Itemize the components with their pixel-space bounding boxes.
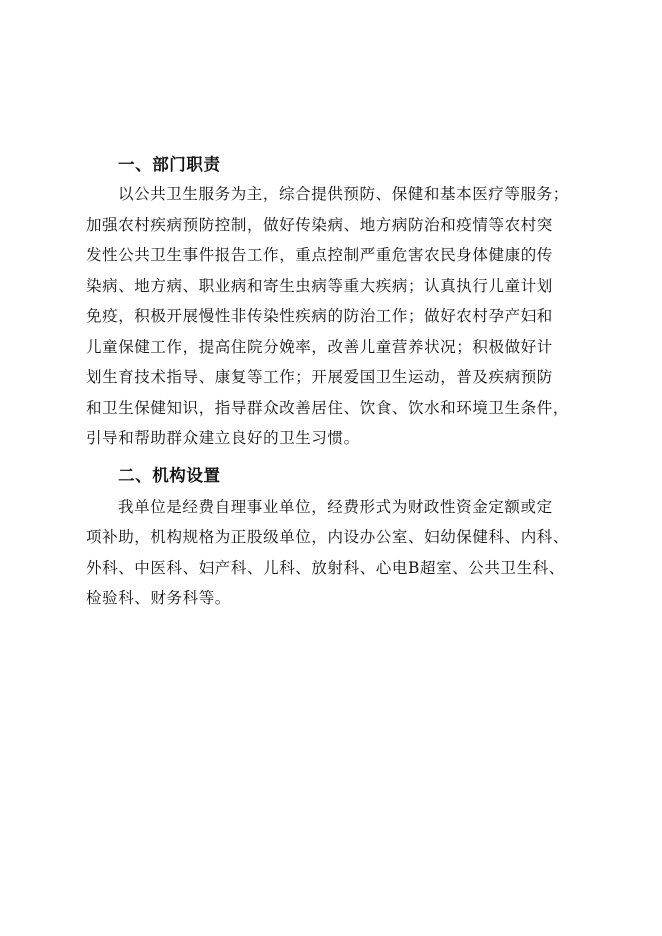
section-department-duties [86, 151, 586, 454]
document-body [86, 151, 586, 614]
paragraph-line: 以公共卫生服务为主，综合提供预防、保健和基本医疗等服务； [118, 185, 569, 203]
duties-paragraph [86, 179, 586, 454]
section-organization-setup [86, 462, 586, 614]
paragraph-line: 检验科、财务科等。 [86, 589, 231, 607]
paragraph-line: 发性公共卫生事件报告工作，重点控制严重危害农民身体健康的传 [86, 246, 553, 264]
section-heading-organization: 二、机构设置 [118, 465, 221, 485]
paragraph-line: 外科、中医科、妇产科、儿科、放射科、心电B超室、公共卫生科、 [86, 558, 565, 577]
paragraph-line: 我单位是经费自理事业单位，经费形式为财政性资金定额或定 [118, 497, 553, 516]
paragraph-line: 项补助，机构规格为正股级单位，内设办公室、妇幼保健科、内科、 [86, 528, 570, 546]
paragraph-line: 染病、地方病、职业病和寄生虫病等重大疾病；认真执行儿童计划 [86, 276, 553, 295]
paragraph-line: 和卫生保健知识，指导群众改善居住、饮食、饮水和环境卫生条件， [86, 398, 570, 417]
section-heading-duties: 一、部门职责 [118, 155, 221, 174]
paragraph-line: 划生育技术指导、康复等工作；开展爱国卫生运动，普及疾病预防 [86, 368, 553, 386]
paragraph-line: 加强农村疾病预防控制，做好传染病、地方病防治和疫情等农村突 [86, 215, 553, 234]
paragraph-line: 儿童保健工作，提高住院分娩率，改善儿童营养状况；积极做好计 [86, 337, 553, 356]
organization-paragraph [86, 492, 586, 614]
paragraph-line: 引导和帮助群众建立良好的卫生习惯。 [86, 429, 360, 447]
paragraph-line: 免疫，积极开展慢性非传染性疾病的防治工作；做好农村孕产妇和 [86, 307, 553, 325]
